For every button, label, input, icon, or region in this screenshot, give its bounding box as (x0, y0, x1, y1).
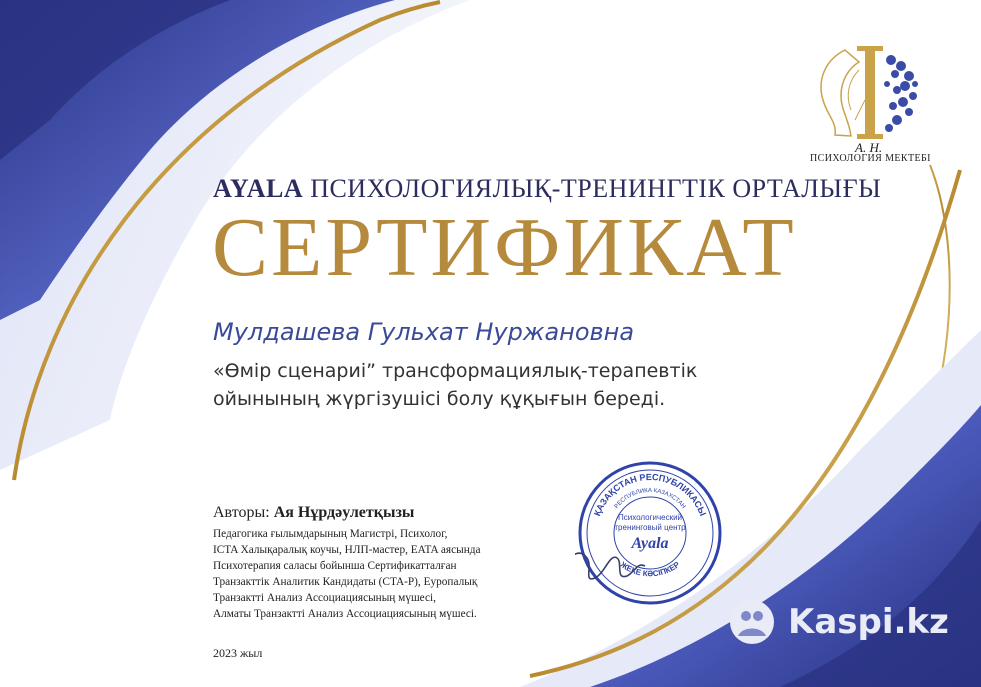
stamp-ring-top-inner: РЕСПУБЛИКА КАЗАХСТАН (613, 487, 687, 510)
credential-line: Психотерапия саласы бойынша Сертификатталған (213, 560, 457, 572)
author-name: Ая Нұрдәулетқызы (273, 504, 415, 521)
logo-caption: ПСИХОЛОГИЯ МЕКТЕБІ (810, 153, 931, 164)
recipient-name: Мулдашева Гульхат Нуржановна (213, 318, 635, 346)
stamp-center-brand: Ayala (631, 535, 669, 552)
credential-line: Транзакттік Аналитик Кандидаты (CTA-P), Еуропалық (213, 576, 478, 588)
kaspi-watermark: Kaspi.kz (788, 602, 949, 642)
authors-line (213, 504, 414, 522)
credential-line: Алматы Транзактті Анализ Ассоциациясының мүшесі. (213, 608, 477, 620)
authors-label: Авторы: (213, 504, 270, 521)
official-stamp (575, 458, 725, 608)
certificate-description: «Өмір сценариі” трансформациялық-терапевтік ойынының жүргізушісі болу құқығын береді. (213, 360, 698, 410)
stamp-ring-bottom: ЖЕКЕ КӘСІПКЕР (618, 559, 682, 579)
svg-text:РЕСПУБЛИКА КАЗАХСТАН (614, 488, 686, 510)
credential-line: Педагогика ғылымдарының Магистрі, Психолог, (213, 528, 448, 540)
logo-monogram: А. Н. (855, 140, 883, 155)
stamp-center-line1: Психологический (617, 513, 683, 522)
credential-line: ICTA Халықаралық коучы, НЛП-мастер, EATA аясында (213, 544, 481, 556)
svg-text:ҚАЗАҚСТАН РЕСПУБЛИКАСЫ (592, 472, 708, 518)
stamp-ring-top: ҚАЗАҚСТАН РЕСПУБЛИКАСЫ (592, 471, 708, 518)
organization-name (213, 174, 881, 204)
stamp-center-line2: тренинговый центр (614, 523, 686, 532)
organization-type: ПСИХОЛОГИЯЛЫҚ-ТРЕНИНГТІК ОРТАЛЫҒЫ (310, 174, 882, 203)
kaspi-logo-icon (728, 598, 780, 646)
author-credentials (213, 526, 573, 622)
certificate-title: СЕРТИФИКАТ (212, 201, 797, 294)
credential-line: Транзактті Анализ Ассоциациясының мүшесі, (213, 592, 436, 604)
organization-brand: AYALA (213, 174, 304, 203)
issue-year: 2023 жыл (213, 646, 263, 660)
